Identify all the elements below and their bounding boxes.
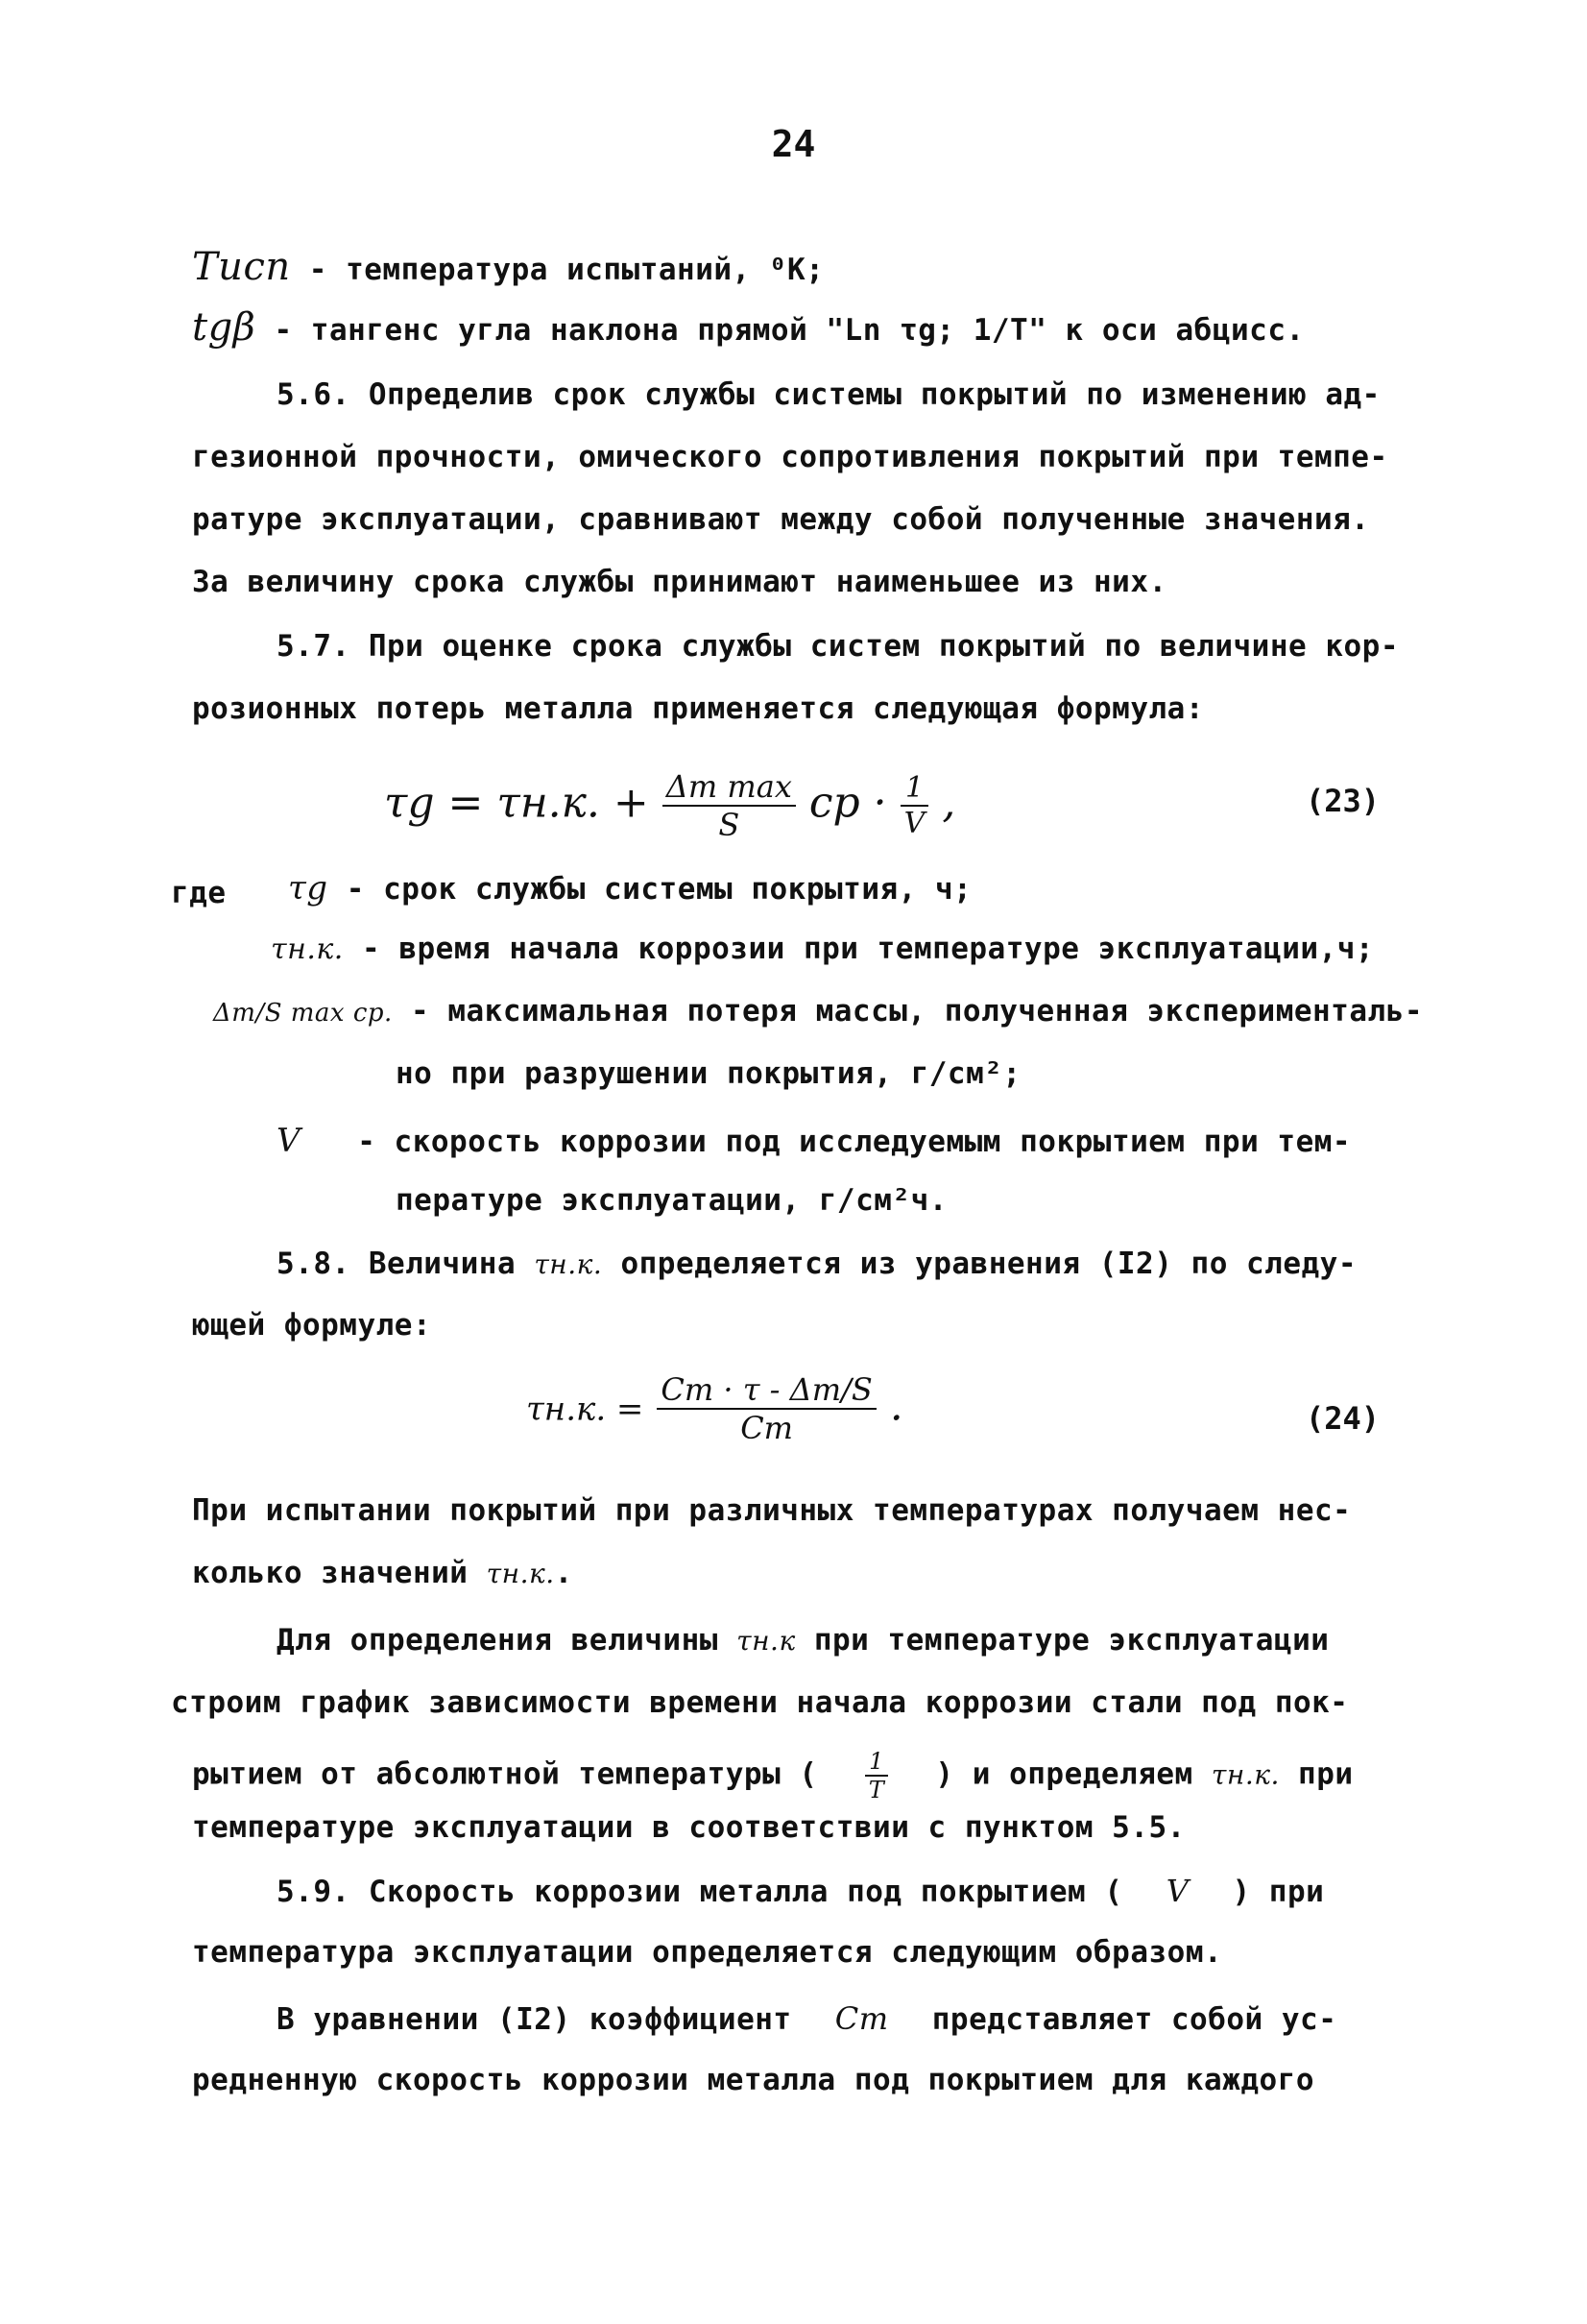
formula-23-frac-den: S <box>718 807 740 843</box>
para-graph-line-3 <box>192 1748 1354 1804</box>
formula-23 <box>384 768 955 843</box>
where-label: где <box>171 876 227 910</box>
para-graph-text-a: Для определения величины <box>277 1623 718 1658</box>
def-dm-max-cont: но при разрушении покрытия, г/см²; <box>396 1056 1022 1091</box>
formula-23-fraction-2 <box>901 771 929 840</box>
formula-23-frac2-num: 1 <box>901 771 929 807</box>
formula-24-frac-num: Cm · τ - Δm/S <box>657 1371 876 1410</box>
para-5-6-line-4: За величину срока службы принимают наименьшее из них. <box>192 565 1167 599</box>
symbol-tau-nk-inline: τн.к. <box>534 1248 603 1280</box>
def-tg-beta <box>192 305 1305 350</box>
para-5-6-line-2: гезионной прочности, омического сопротивления покрытий при темпе- <box>192 440 1388 474</box>
formula-23-frac-num: Δm max <box>662 768 796 807</box>
symbol-t-isp: Tисп <box>192 245 291 289</box>
para-5-8-text-a: 5.8. Величина <box>277 1247 517 1281</box>
para-graph-text-c: рытием от абсолютной температуры ( <box>192 1756 818 1792</box>
para-last-line-2: редненную скорость коррозии металла под покрытием для каждого <box>192 2063 1314 2097</box>
formula-23-mid: ср · <box>808 778 887 828</box>
def-t-isp-text: - температура испытаний, ⁰K; <box>308 253 825 287</box>
symbol-cm: Cm <box>834 2000 889 2037</box>
def-tau-nk-text: - время начала коррозии при температуре эксплуатации,ч; <box>362 932 1375 966</box>
formula-24-lhs: τн.к. = <box>526 1390 644 1429</box>
para-graph-text-b: при температуре эксплуатации <box>813 1623 1330 1658</box>
para-5-7-line-2: розионных потерь металла применяется следующая формула: <box>192 691 1204 726</box>
def-v-cont: пературе эксплуатации, г/см²ч. <box>396 1183 948 1218</box>
symbol-tau-nk: τн.к. <box>271 932 344 966</box>
symbol-tau-nk-values: τн.к. <box>486 1558 555 1589</box>
para-5-6-line-3: ратуре эксплуатации, сравнивают между собой полученные значения. <box>192 502 1370 537</box>
symbol-tau-nk-graph: τн.к <box>736 1625 796 1657</box>
para-graph-line-1 <box>277 1623 1329 1658</box>
inverse-temp-num: 1 <box>865 1748 889 1777</box>
para-5-6-line-1: 5.6. Определив срок службы системы покрытий по изменению ад- <box>277 377 1381 412</box>
para-graph-line-2: строим график зависимости времени начала коррозии стали под пок- <box>171 1685 1349 1720</box>
equation-number-23: (23) <box>1306 783 1381 819</box>
inverse-temp-den: T <box>868 1777 885 1804</box>
para-after-24-line-2 <box>192 1556 573 1590</box>
para-5-8-text-b: определяется из уравнения (I2) по следу- <box>620 1247 1357 1281</box>
para-last-text-b: представляет собой ус- <box>931 2002 1337 2037</box>
def-dm-max-text-1: - максимальная потеря массы, полученная эксперименталь- <box>411 994 1423 1029</box>
formula-24 <box>526 1371 903 1446</box>
para-graph-line-4: температуре эксплуатации в соответствии с пунктом 5.5. <box>192 1810 1186 1845</box>
def-tau-g <box>288 869 972 908</box>
formula-24-tail: . <box>889 1381 903 1431</box>
symbol-tau-nk-graph-2: τн.к. <box>1211 1758 1280 1791</box>
para-5-8-line-2: ющей формуле: <box>192 1308 432 1343</box>
symbol-dm-max: Δm/S max ср. <box>213 999 393 1028</box>
para-5-9-text-a: 5.9. Скорость коррозии металла под покрытием ( <box>277 1875 1123 1909</box>
formula-23-frac2-den: V <box>903 807 926 840</box>
def-v <box>277 1122 1351 1160</box>
formula-24-fraction <box>657 1371 876 1446</box>
para-graph-text-e: при <box>1298 1756 1354 1792</box>
formula-23-lhs: τg = τн.к. + <box>384 778 649 828</box>
def-tau-g-text: - срок службы системы покрытия, ч; <box>346 872 973 907</box>
symbol-v-inline: V <box>1166 1873 1190 1909</box>
para-after-24-text-a: колько значений <box>192 1556 469 1590</box>
para-5-9-text-b: ) при <box>1232 1875 1325 1909</box>
para-last-line-1 <box>277 2000 1336 2037</box>
para-after-24-text-b: . <box>554 1556 573 1590</box>
formula-23-tail: , <box>942 778 956 828</box>
formula-24-frac-den: Cm <box>740 1410 794 1446</box>
para-graph-text-d: ) и определяем <box>935 1756 1193 1792</box>
def-tg-beta-text: - тангенс угла наклона прямой "Ln τg; 1/T" к оси абцисс. <box>274 313 1305 348</box>
def-dm-max <box>213 994 1423 1029</box>
para-5-9-line-1 <box>277 1873 1324 1909</box>
equation-number-24: (24) <box>1306 1400 1381 1437</box>
formula-23-fraction <box>662 768 796 843</box>
def-tau-nk <box>271 932 1374 966</box>
symbol-tau-g: τg <box>288 869 328 908</box>
para-5-8-line-1 <box>277 1247 1357 1281</box>
para-last-text-a: В уравнении (I2) коэффициент <box>277 2002 792 2037</box>
para-after-24-line-1: При испытании покрытий при различных температурах получаем нес- <box>192 1493 1352 1528</box>
page-number: 24 <box>771 123 816 165</box>
para-5-9-line-2: температура эксплуатации определяется следующим образом. <box>192 1935 1223 1970</box>
symbol-tg-beta: tgβ <box>192 305 256 350</box>
para-5-7-line-1: 5.7. При оценке срока службы систем покрытий по величине кор- <box>277 629 1399 664</box>
def-v-text-1: - скорость коррозии под исследуемым покрытием при тем- <box>357 1125 1352 1159</box>
inverse-temperature-fraction <box>865 1748 889 1804</box>
def-t-isp <box>192 245 824 289</box>
symbol-v: V <box>277 1122 301 1160</box>
